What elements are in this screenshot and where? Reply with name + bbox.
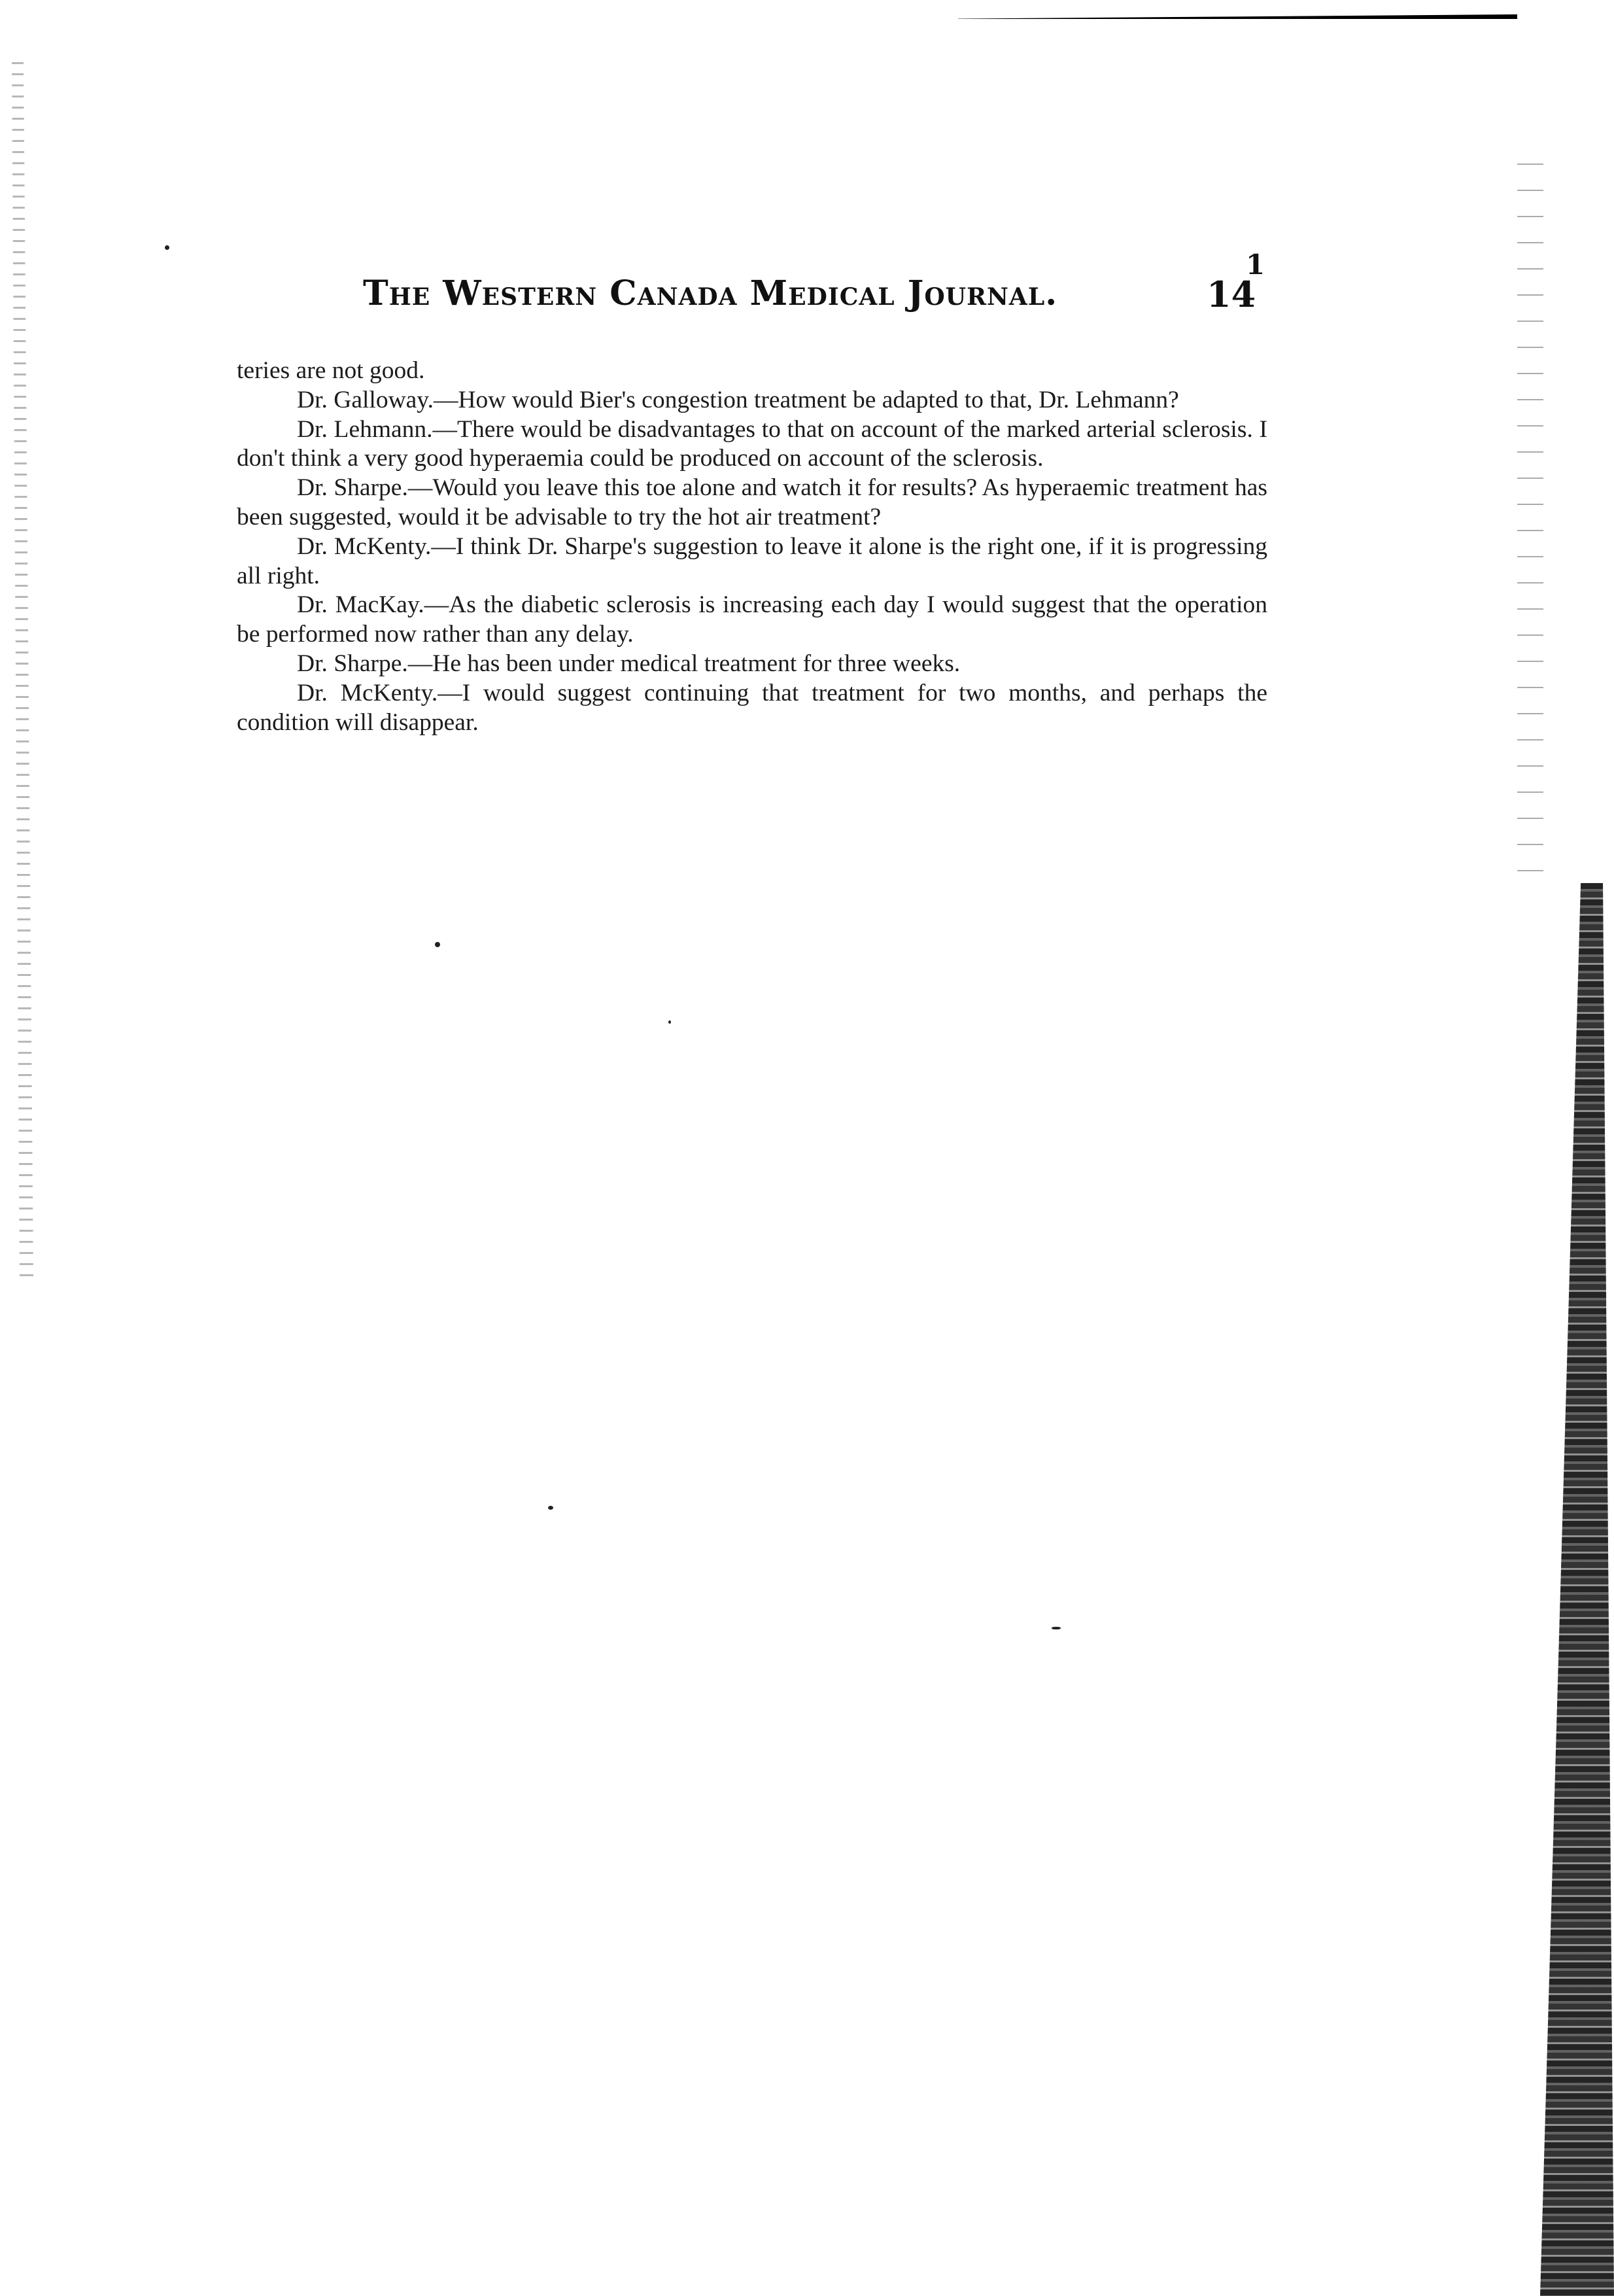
top-rule [958,14,1517,22]
left-edge-artifact [12,62,51,1279]
paragraph: Dr. Galloway.—How would Bier's congestion treatment be adapted to that, Dr. Lehmann? [297,386,1179,413]
right-edge-artifact [1517,164,1543,883]
paragraph: Dr. McKenty.—I would suggest continuing that treatment for two months, and perhaps the condition will disappear. [237,679,1267,736]
binding-shadow [1540,883,1614,2296]
journal-title: The Western Canada Medical Journal. [363,273,1058,313]
page-number: 14 [1207,273,1256,315]
speck [668,1020,671,1024]
paragraph: teries are not good. [237,357,425,384]
article-body [237,357,1267,737]
speck [548,1506,553,1510]
speck [1052,1627,1061,1629]
paragraph: Dr. Sharpe.—He has been under medical treatment for three weeks. [297,650,961,677]
paragraph: Dr. Sharpe.—Would you leave this toe alone and watch it for results? As hyperaemic treatment has been suggested, would it be advisable to try the hot air treatment? [237,474,1267,531]
speck [165,245,169,250]
paragraph: Dr. MacKay.—As the diabetic sclerosis is increasing each day I would suggest that the operation be performed now rather than any delay. [237,591,1267,648]
speck [435,942,440,947]
paragraph: Dr. McKenty.—I think Dr. Sharpe's suggestion to leave it alone is the right one, if it is progressing all right. [237,532,1267,589]
paragraph: Dr. Lehmann.—There would be disadvantages to that on account of the marked arterial sclerosis. I don't think a very good hyperaemia could be produced on account of the sclerosis. [237,415,1267,472]
page-number-superscript: 1 [1246,249,1265,281]
running-header [363,273,1279,332]
